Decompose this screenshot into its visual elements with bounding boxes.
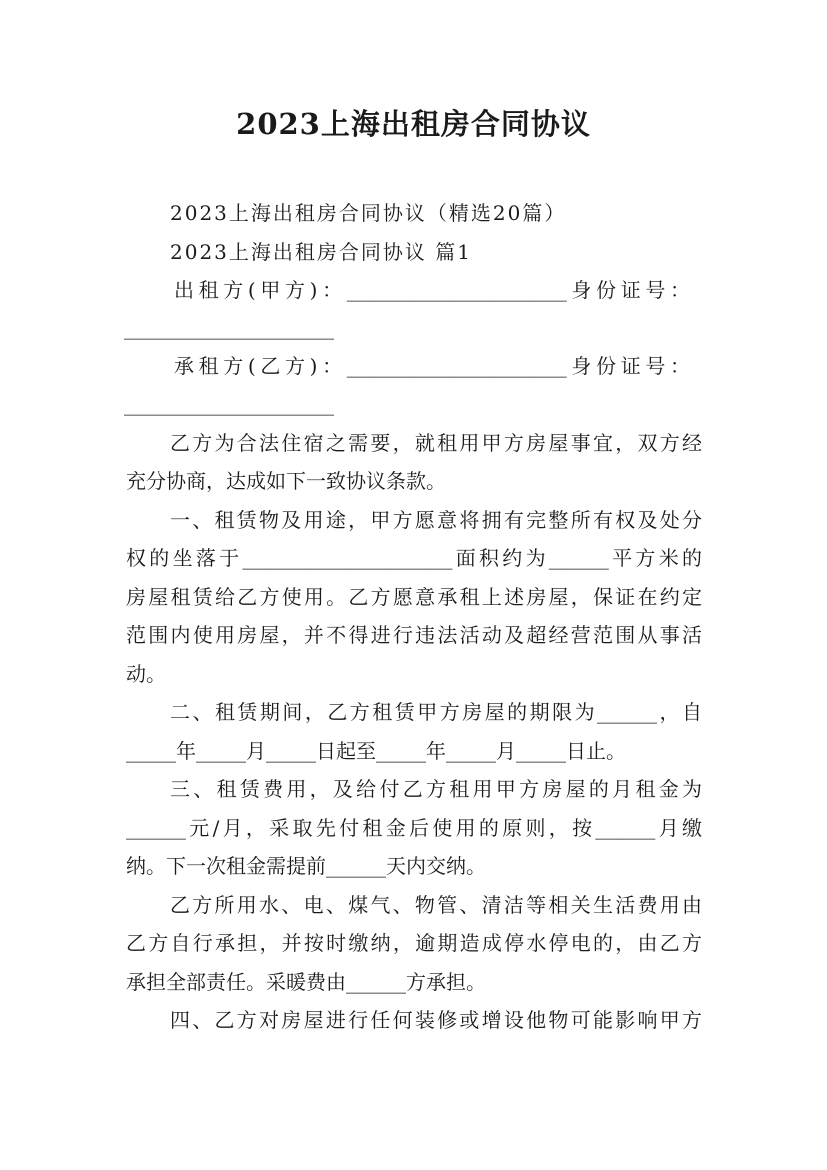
- lessor-line: 出租方(甲方)：______________________身份证号：: [174, 278, 690, 302]
- paragraph-line: 四、乙方对房屋进行任何装修或增设他物可能影响甲方: [170, 1008, 702, 1032]
- paragraph-line: 乙方自行承担，并按时缴纳，逾期造成停水停电的，由乙方: [126, 931, 702, 955]
- paragraph-line: 充分协商，达成如下一致协议条款。: [126, 469, 446, 493]
- lessee-line: 承租方(乙方)：______________________身份证号：: [174, 354, 690, 378]
- paragraph-line: _____年_____月_____日起至_____年_____月_____日止。: [126, 739, 626, 763]
- paragraph-line: 房屋租赁给乙方使用。乙方愿意承租上述房屋，保证在约定: [126, 585, 702, 609]
- paragraph-line: 一、租赁物及用途，甲方愿意将拥有完整所有权及处分: [170, 508, 702, 532]
- paragraph-line: 二、租赁期间，乙方租赁甲方房屋的期限为______，自: [170, 700, 702, 724]
- paragraph-line: ______元/月，采取先付租金后使用的原则，按______月缴: [126, 816, 702, 840]
- paragraph-line: 权的坐落于_____________________面积约为______平方米的: [126, 546, 702, 570]
- section-heading: 2023上海出租房合同协议 篇1: [170, 240, 472, 264]
- lessee-id-blank: _____________________: [124, 392, 334, 416]
- paragraph-line: 承担全部责任。采暖费由______方承担。: [126, 970, 486, 994]
- paragraph-line: 乙方所用水、电、煤气、物管、清洁等相关生活费用由: [170, 893, 702, 917]
- paragraph-line: 纳。下一次租金需提前______天内交纳。: [126, 854, 486, 878]
- document-title: 2023上海出租房合同协议: [236, 107, 591, 141]
- subtitle-line: 2023上海出租房合同协议（精选20篇）: [170, 201, 567, 225]
- paragraph-line: 动。: [126, 662, 166, 686]
- lessor-id-blank: _____________________: [124, 316, 334, 340]
- paragraph-line: 范围内使用房屋，并不得进行违法活动及超经营范围从事活: [126, 623, 702, 647]
- paragraph-line: 三、租赁费用，及给付乙方租用甲方房屋的月租金为: [170, 777, 702, 801]
- paragraph-line: 乙方为合法住宿之需要，就租用甲方房屋事宜，双方经: [170, 431, 702, 455]
